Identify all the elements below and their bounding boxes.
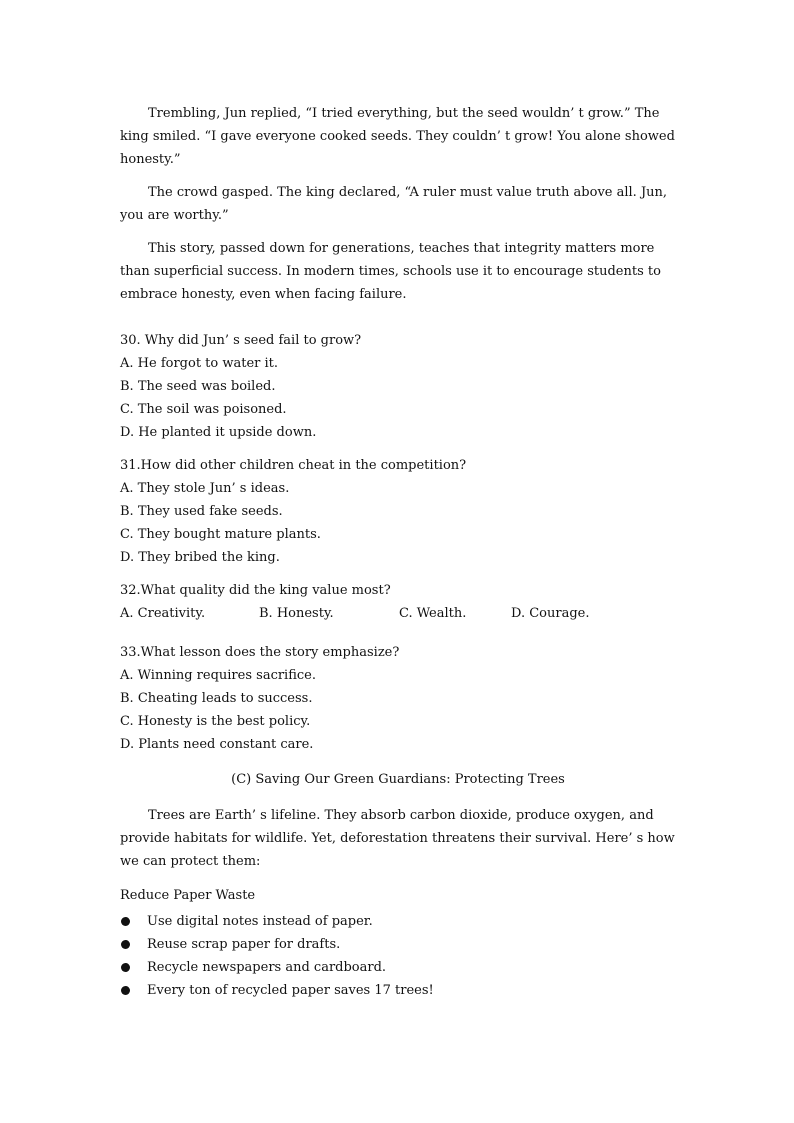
option-b: B. The seed was boiled. <box>120 379 276 394</box>
option-d: D. Courage. <box>511 606 590 621</box>
bullet-dot-icon <box>120 933 147 956</box>
option-d: D. He planted it upside down. <box>120 425 317 440</box>
question-text: 30. Why did Jun’ s seed fail to grow? <box>120 333 362 348</box>
options-row <box>120 602 676 625</box>
option-b: B. They used fake seeds. <box>120 504 283 519</box>
section-c-subhead: Reduce Paper Waste <box>120 888 256 903</box>
story-paragraph-2: The crowd gasped. The king declared, “A ruler must value truth above all. Jun, you are worthy.” <box>120 185 668 223</box>
option-a: A. They stole Jun’ s ideas. <box>120 481 290 496</box>
section-c-title: (C) Saving Our Green Guardians: Protecting Trees <box>231 772 565 787</box>
question-31 <box>120 454 676 569</box>
option-a: A. Creativity. <box>120 606 206 621</box>
bullet-dot-icon <box>120 910 147 933</box>
question-32 <box>120 579 676 625</box>
list-item: Recycle newspapers and cardboard. <box>120 956 676 979</box>
option-d: D. They bribed the king. <box>120 550 280 565</box>
option-d: D. Plants need constant care. <box>120 737 314 752</box>
option-b: B. Cheating leads to success. <box>120 691 313 706</box>
story-paragraph-1: Trembling, Jun replied, “I tried everything, but the seed wouldn’ t grow.” The king smiled. “I gave everyone cooked seeds. They couldn’ t grow! You alone showed honesty.” <box>120 106 675 167</box>
bullet-dot-icon <box>120 956 147 979</box>
option-c: C. They bought mature plants. <box>120 527 321 542</box>
story-paragraph-3: This story, passed down for generations, teaches that integrity matters more than superficial success. In modern times, schools use it to encourage students to embrace honesty, even when facing failure. <box>120 241 661 302</box>
question-30 <box>120 329 676 444</box>
document-page <box>120 102 676 1002</box>
list-item: Every ton of recycled paper saves 17 trees! <box>120 979 676 1002</box>
question-33 <box>120 641 676 756</box>
option-a: A. Winning requires sacrifice. <box>120 668 316 683</box>
option-a: A. He forgot to water it. <box>120 356 279 371</box>
bullet-list <box>120 910 676 1002</box>
bullet-dot-icon <box>120 979 147 1002</box>
list-item: Reuse scrap paper for drafts. <box>120 933 676 956</box>
option-c: C. Wealth. <box>399 606 467 621</box>
question-text: 31.How did other children cheat in the competition? <box>120 458 467 473</box>
question-text: 32.What quality did the king value most? <box>120 583 391 598</box>
list-item: Use digital notes instead of paper. <box>120 910 676 933</box>
option-c: C. The soil was poisoned. <box>120 402 287 417</box>
option-b: B. Honesty. <box>259 606 334 621</box>
section-c-intro: Trees are Earth’ s lifeline. They absorb carbon dioxide, produce oxygen, and provide habitats for wildlife. Yet, deforestation threatens their survival. Here’ s how we can protect them: <box>120 808 675 869</box>
option-c: C. Honesty is the best policy. <box>120 714 311 729</box>
question-text: 33.What lesson does the story emphasize? <box>120 645 400 660</box>
